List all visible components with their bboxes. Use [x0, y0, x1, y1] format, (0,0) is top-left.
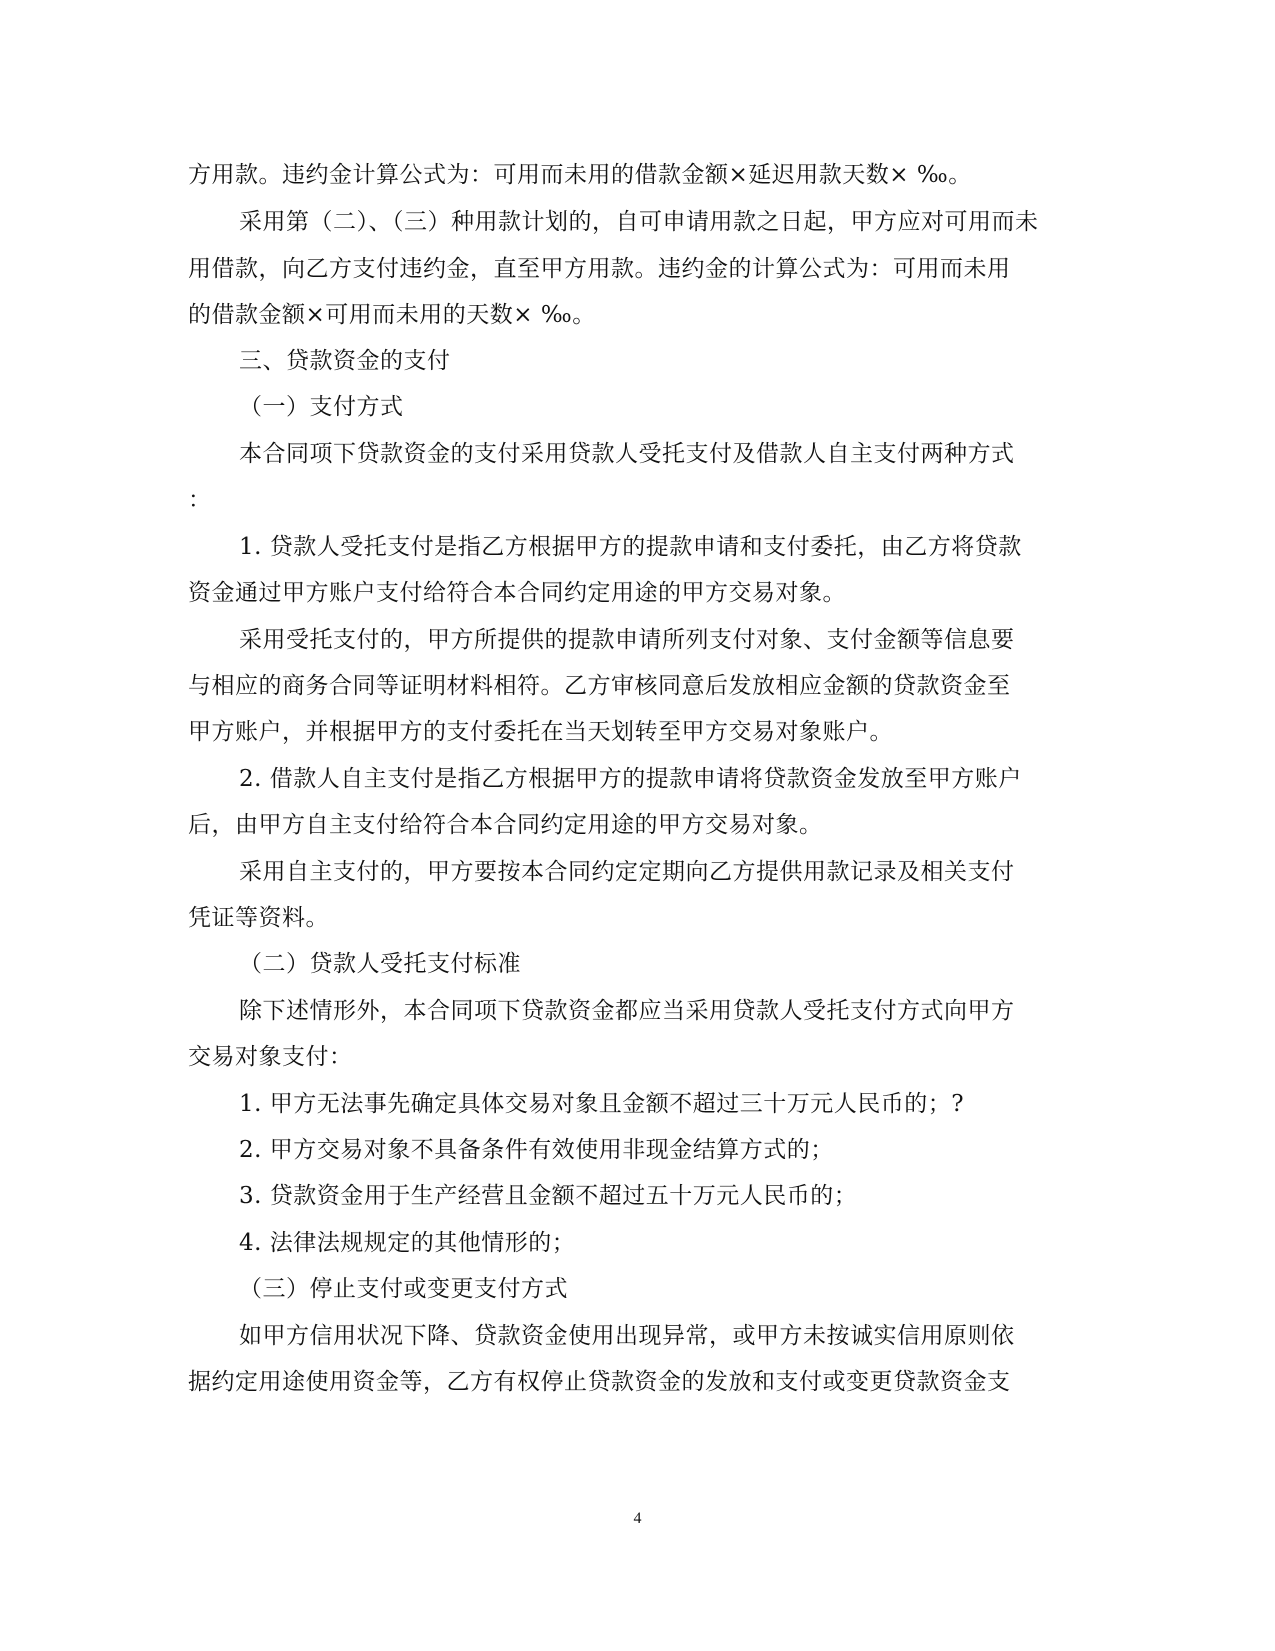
- text-line: 用借款，向乙方支付违约金，直至甲方用款。违约金的计算公式为：可用而未用: [188, 256, 1011, 282]
- text-line: 资金通过甲方账户支付给符合本合同约定用途的甲方交易对象。: [188, 580, 846, 606]
- text-line: 凭证等资料。: [188, 905, 329, 931]
- page-number: 4: [633, 1510, 642, 1527]
- list-item: 4. 法律法规规定的其他情形的；: [239, 1230, 576, 1256]
- text-line: 采用自主支付的，甲方要按本合同约定定期向乙方提供用款记录及相关支付: [239, 859, 1015, 885]
- text-line: 的借款金额×可用而未用的天数× ‰。: [188, 302, 596, 328]
- text-line: ：: [188, 487, 212, 513]
- text-line: 采用受托支付的，甲方所提供的提款申请所列支付对象、支付金额等信息要: [239, 627, 1015, 653]
- text-line: 采用第（二）、（三）种用款计划的，自可申请用款之日起，甲方应对可用而未: [239, 209, 1039, 235]
- subsection-heading: （三）停止支付或变更支付方式: [239, 1276, 568, 1302]
- text-line: 据约定用途使用资金等，乙方有权停止贷款资金的发放和支付或变更贷款资金支: [188, 1369, 1011, 1395]
- text-line: 除下述情形外，本合同项下贷款资金都应当采用贷款人受托支付方式向甲方: [239, 998, 1015, 1024]
- list-item: 2. 甲方交易对象不具备条件有效使用非现金结算方式的；: [239, 1137, 834, 1163]
- text-line: 与相应的商务合同等证明材料相符。乙方审核同意后发放相应金额的贷款资金至: [188, 673, 1011, 699]
- text-line: 后，由甲方自主支付给符合本合同约定用途的甲方交易对象。: [188, 812, 823, 838]
- subsection-heading: （一）支付方式: [239, 394, 404, 420]
- list-item: 3. 贷款资金用于生产经营且金额不超过五十万元人民币的；: [239, 1183, 858, 1209]
- section-heading: 三、贷款资金的支付: [239, 348, 451, 374]
- list-item: 1. 甲方无法事先确定具体交易对象且金额不超过三十万元人民币的；?: [239, 1091, 965, 1117]
- text-line: 交易对象支付：: [188, 1044, 353, 1070]
- text-line: 本合同项下贷款资金的支付采用贷款人受托支付及借款人自主支付两种方式: [239, 441, 1015, 467]
- text-line: 如甲方信用状况下降、贷款资金使用出现异常，或甲方未按诚实信用原则依: [239, 1323, 1015, 1349]
- text-line: 2. 借款人自主支付是指乙方根据甲方的提款申请将贷款资金发放至甲方账户: [239, 766, 1022, 792]
- text-line: 1. 贷款人受托支付是指乙方根据甲方的提款申请和支付委托，由乙方将贷款: [239, 534, 1022, 560]
- text-line: 甲方账户，并根据甲方的支付委托在当天划转至甲方交易对象账户。: [188, 719, 893, 745]
- text-line: 方用款。违约金计算公式为：可用而未用的借款金额×延迟用款天数× ‰。: [188, 162, 972, 188]
- subsection-heading: （二）贷款人受托支付标准: [239, 951, 521, 977]
